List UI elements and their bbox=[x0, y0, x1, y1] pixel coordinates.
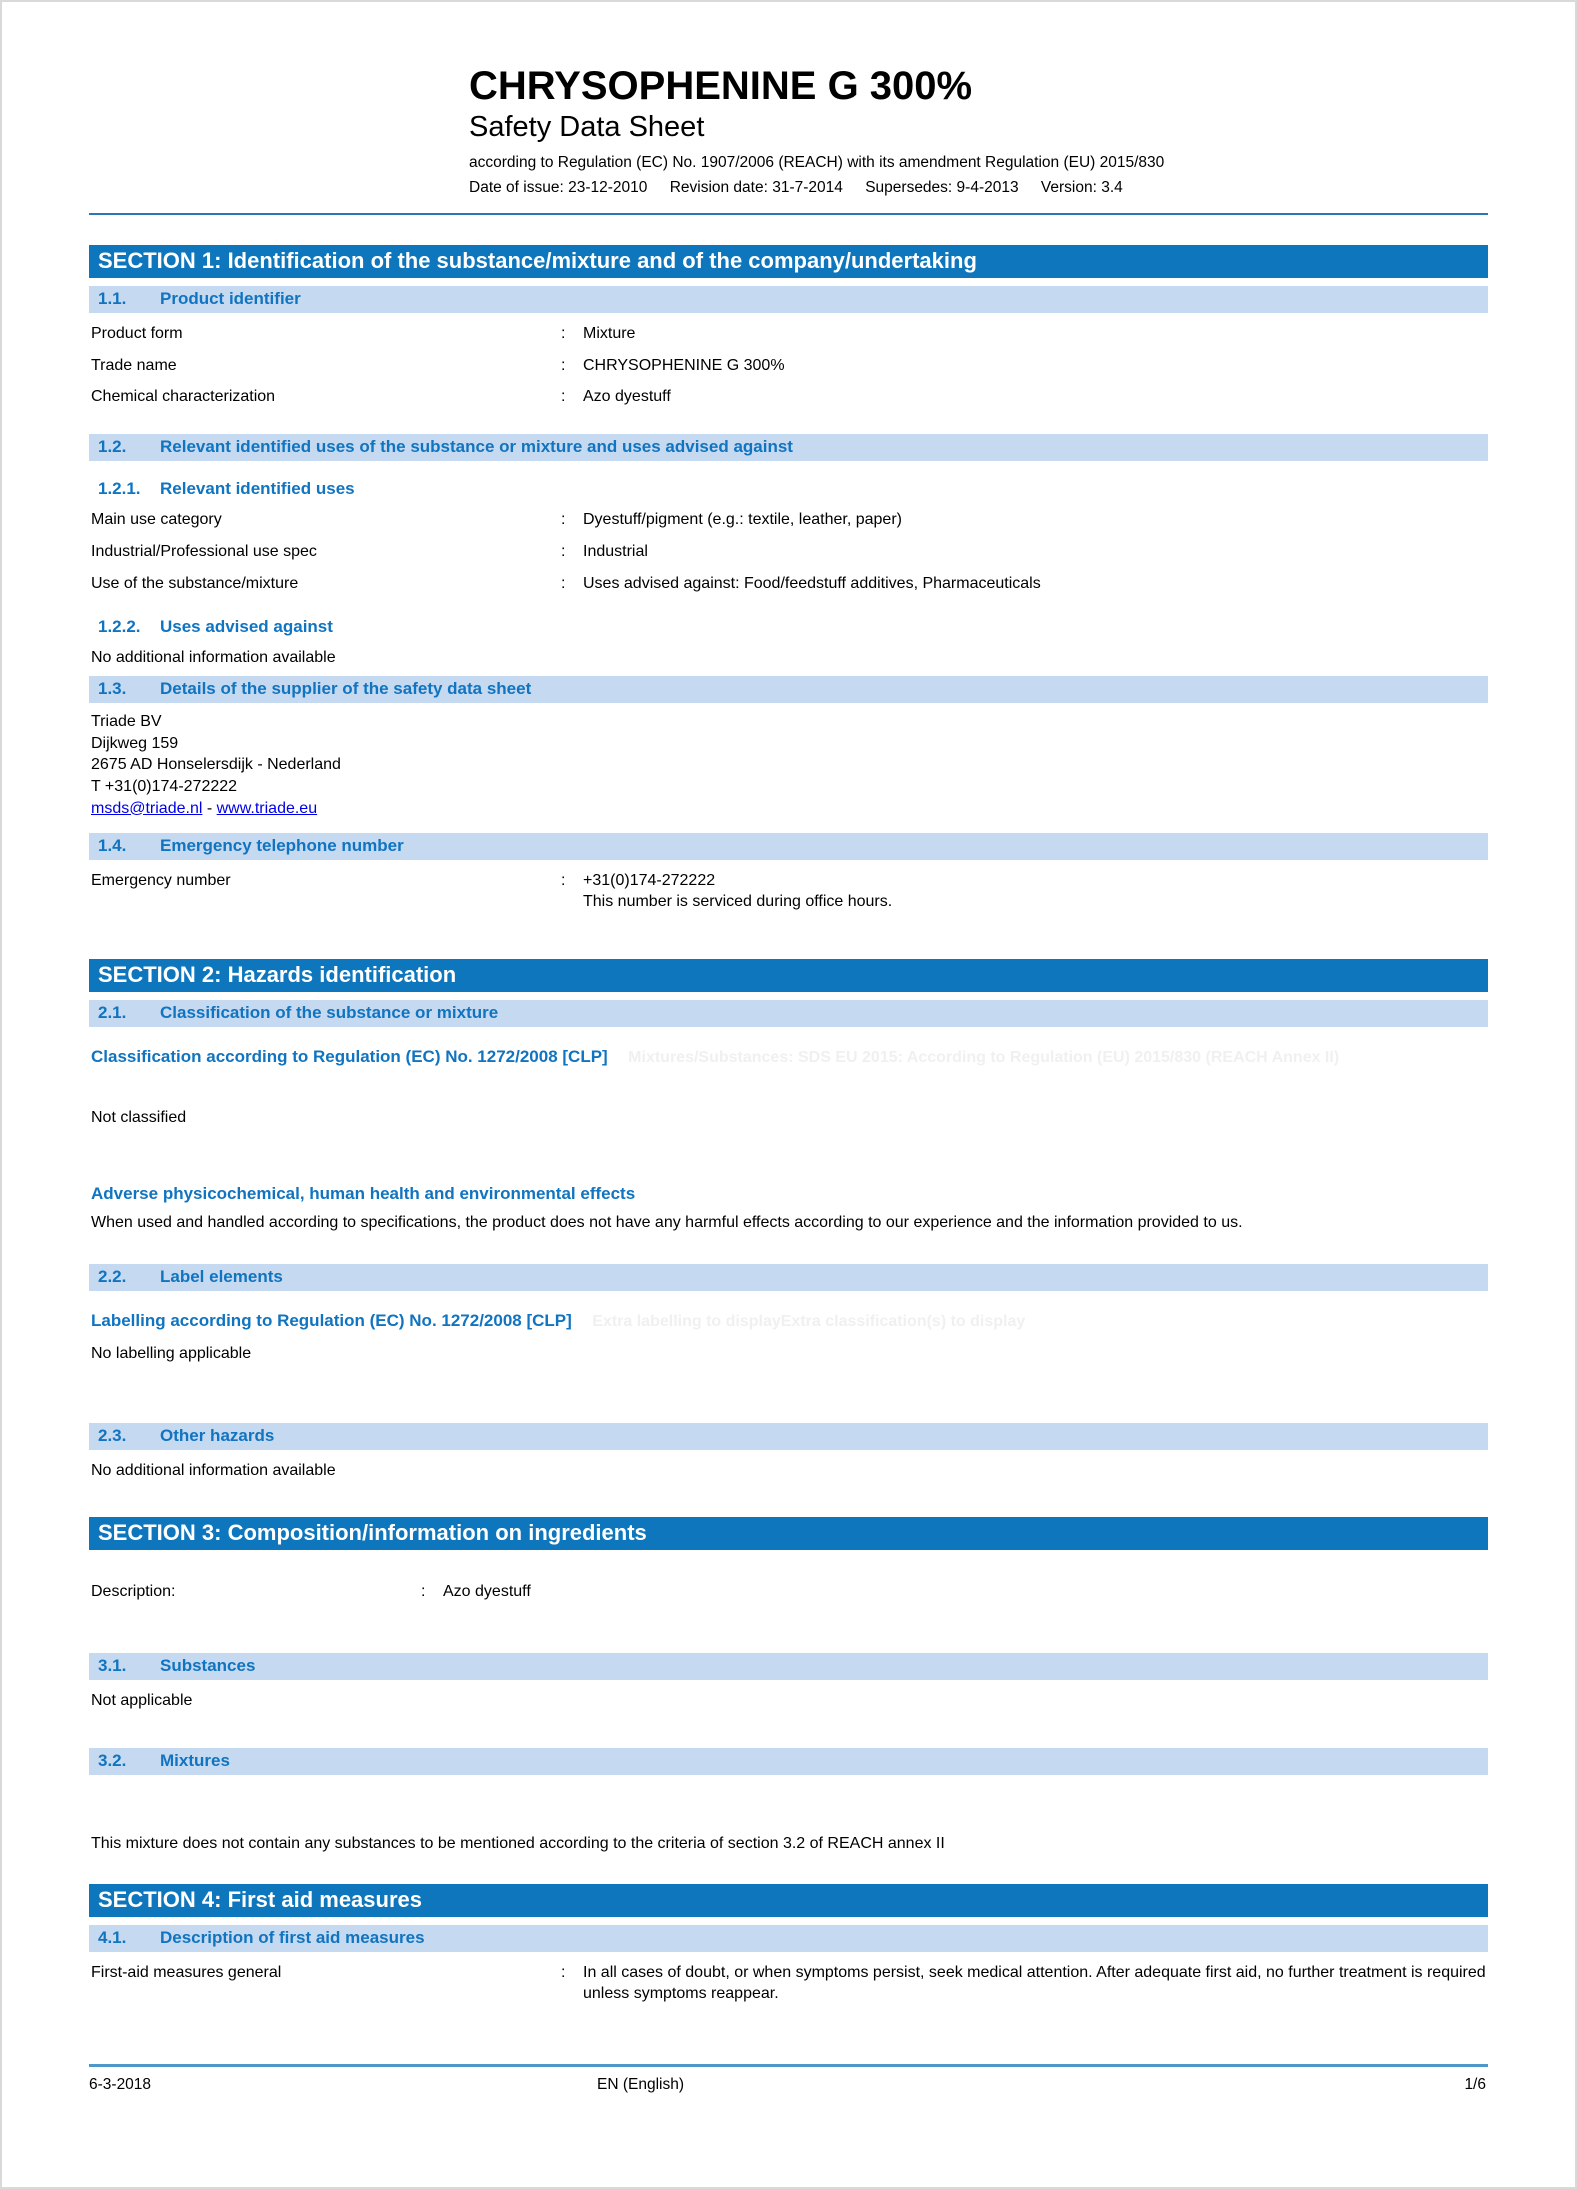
supplier-website-link[interactable]: www.triade.eu bbox=[216, 799, 318, 817]
subsection-number: 1.2.1. bbox=[98, 479, 141, 499]
subsection-title: Emergency telephone number bbox=[160, 836, 404, 856]
subsection-number: 3.2. bbox=[98, 1750, 127, 1770]
field-colon: : bbox=[561, 872, 566, 890]
subsection-number: 1.1. bbox=[98, 288, 127, 308]
subsection-number: 2.3. bbox=[98, 1425, 127, 1445]
section-2-banner: SECTION 2: Hazards identification bbox=[89, 959, 1488, 992]
subsection-1-4-banner bbox=[89, 833, 1488, 860]
subsection-title: Substances bbox=[160, 1655, 256, 1675]
field-row-trade-name bbox=[89, 356, 1488, 377]
subsection-title: Relevant identified uses bbox=[160, 479, 355, 499]
field-value: Industrial bbox=[583, 542, 648, 560]
adverse-effects-heading: Adverse physicochemical, human health and environmental effects bbox=[91, 1184, 636, 1204]
field-value: Uses advised against: Food/feedstuff additives, Pharmaceuticals bbox=[583, 574, 1041, 592]
classification-heading: Classification according to Regulation (EC) No. 1272/2008 [CLP] bbox=[91, 1046, 608, 1066]
subsection-1-2-banner bbox=[89, 434, 1488, 461]
field-label: Product form bbox=[91, 324, 183, 342]
subsection-2-1-banner bbox=[89, 1000, 1488, 1027]
subsection-number: 1.3. bbox=[98, 679, 127, 699]
supersedes: Supersedes: 9-4-2013 bbox=[865, 178, 1019, 196]
no-additional-info-note: No additional information available bbox=[91, 1461, 336, 1479]
field-row-description bbox=[89, 1582, 1488, 1603]
footer-language: EN (English) bbox=[597, 2076, 684, 2093]
field-value: Azo dyestuff bbox=[583, 388, 671, 406]
not-applicable-text: Not applicable bbox=[91, 1691, 193, 1709]
field-label: Emergency number bbox=[91, 872, 231, 890]
subsection-1-1-banner bbox=[89, 286, 1488, 313]
field-value: Dyestuff/pigment (e.g.: textile, leather, paper) bbox=[583, 511, 902, 529]
subsection-title: Details of the supplier of the safety data sheet bbox=[160, 679, 532, 699]
subsection-title: Label elements bbox=[160, 1266, 283, 1286]
field-label: Trade name bbox=[91, 356, 177, 374]
field-row-first-aid-general bbox=[89, 1963, 1488, 2005]
field-label: Chemical characterization bbox=[91, 388, 276, 406]
subsection-title: Classification of the substance or mixture bbox=[160, 1002, 499, 1022]
classification-heading-row bbox=[89, 1047, 1488, 1067]
subsection-number: 1.2.2. bbox=[98, 616, 141, 636]
emergency-number-note: This number is serviced during office hours. bbox=[583, 892, 893, 910]
subsection-title: Other hazards bbox=[160, 1425, 275, 1445]
field-colon: : bbox=[561, 356, 566, 374]
field-colon: : bbox=[561, 574, 566, 592]
section-1-banner: SECTION 1: Identification of the substance/mixture and of the company/undertaking bbox=[89, 245, 1488, 278]
field-value bbox=[583, 871, 1488, 913]
field-colon: : bbox=[561, 542, 566, 560]
field-label: Industrial/Professional use spec bbox=[91, 542, 317, 560]
document-meta-line bbox=[469, 179, 1488, 197]
subsection-number: 2.1. bbox=[98, 1002, 127, 1022]
labelling-heading-row bbox=[89, 1311, 1488, 1331]
supplier-details bbox=[89, 711, 1488, 819]
field-label: Use of the substance/mixture bbox=[91, 574, 299, 592]
emergency-number-value: +31(0)174-272222 bbox=[583, 872, 716, 890]
section-3-banner: SECTION 3: Composition/information on ingredients bbox=[89, 1517, 1488, 1550]
subsection-number: 1.4. bbox=[98, 836, 127, 856]
field-colon: : bbox=[561, 388, 566, 406]
section-4-banner: SECTION 4: First aid measures bbox=[89, 1884, 1488, 1917]
field-colon: : bbox=[561, 1964, 566, 1982]
page-content bbox=[89, 64, 1488, 2005]
footer-date: 6-3-2018 bbox=[89, 2076, 152, 2093]
no-additional-info-note: No additional information available bbox=[91, 648, 336, 666]
subsection-title: Uses advised against bbox=[160, 616, 333, 636]
supplier-street: Dijkweg 159 bbox=[91, 734, 179, 752]
subsection-title: Description of first aid measures bbox=[160, 1928, 425, 1948]
supplier-phone: T +31(0)174-272222 bbox=[91, 777, 238, 795]
field-row-industrial-use-spec bbox=[89, 542, 1488, 563]
field-value: In all cases of doubt, or when symptoms persist, seek medical attention. After adequate first aid, no further treatment is required unless symptoms reappear. bbox=[583, 1964, 1486, 2002]
labelling-faint-text: Extra labelling to displayExtra classification(s) to display bbox=[592, 1312, 1026, 1330]
adverse-effects-text: When used and handled according to specifications, the product does not have any harmful effects according to our experience and the information provided to us. bbox=[91, 1214, 1243, 1232]
subsection-number: 1.2. bbox=[98, 437, 127, 457]
supplier-links bbox=[91, 798, 1488, 820]
field-colon: : bbox=[561, 324, 566, 342]
field-row-main-use-category bbox=[89, 510, 1488, 531]
field-value: Azo dyestuff bbox=[443, 1583, 531, 1601]
field-row-product-form bbox=[89, 324, 1488, 345]
mixtures-note: This mixture does not contain any substances to be mentioned according to the criteria of section 3.2 of REACH annex II bbox=[91, 1834, 945, 1852]
field-colon: : bbox=[561, 511, 566, 529]
supplier-city: 2675 AD Honselersdijk - Nederland bbox=[91, 756, 341, 774]
field-row-emergency-number bbox=[89, 871, 1488, 913]
supplier-name: Triade BV bbox=[91, 713, 162, 731]
field-colon: : bbox=[421, 1583, 426, 1601]
footer-divider bbox=[89, 2064, 1488, 2067]
revision-date: Revision date: 31-7-2014 bbox=[669, 178, 843, 196]
subsection-3-1-banner bbox=[89, 1653, 1488, 1680]
regulation-line: according to Regulation (EC) No. 1907/2006 (REACH) with its amendment Regulation (EU) 2015/830 bbox=[469, 153, 1165, 171]
field-label: Description: bbox=[91, 1583, 176, 1601]
no-labelling-text: No labelling applicable bbox=[91, 1344, 252, 1362]
product-title: CHRYSOPHENINE G 300% bbox=[469, 64, 973, 108]
field-label: First-aid measures general bbox=[91, 1964, 282, 1982]
subsection-number: 4.1. bbox=[98, 1928, 127, 1948]
subsection-1-2-1-heading bbox=[89, 479, 1488, 499]
field-row-use-of-substance bbox=[89, 574, 1488, 595]
subsection-2-2-banner bbox=[89, 1264, 1488, 1291]
subsection-number: 2.2. bbox=[98, 1266, 127, 1286]
supplier-email-link[interactable]: msds@triade.nl bbox=[91, 799, 203, 817]
document-subtitle: Safety Data Sheet bbox=[469, 111, 705, 143]
subsection-1-2-2-heading bbox=[89, 617, 1488, 637]
classification-faint-text: Mixtures/Substances: SDS EU 2015: According to Regulation (EU) 2015/830 (REACH Annex II) bbox=[628, 1048, 1340, 1066]
labelling-heading: Labelling according to Regulation (EC) No. 1272/2008 [CLP] bbox=[91, 1310, 572, 1330]
field-value: Mixture bbox=[583, 324, 636, 342]
header-divider bbox=[89, 213, 1488, 215]
subsection-4-1-banner bbox=[89, 1925, 1488, 1952]
subsection-title: Mixtures bbox=[160, 1750, 230, 1770]
subsection-title: Product identifier bbox=[160, 288, 301, 308]
field-label: Main use category bbox=[91, 511, 222, 529]
date-of-issue: Date of issue: 23-12-2010 bbox=[469, 178, 648, 196]
version: Version: 3.4 bbox=[1040, 178, 1123, 196]
link-separator: - bbox=[202, 799, 217, 817]
field-value: CHRYSOPHENINE G 300% bbox=[583, 356, 785, 374]
subsection-2-3-banner bbox=[89, 1423, 1488, 1450]
document-header bbox=[469, 64, 1488, 197]
not-classified-text: Not classified bbox=[91, 1108, 187, 1126]
subsection-number: 3.1. bbox=[98, 1655, 127, 1675]
subsection-title: Relevant identified uses of the substance or mixture and uses advised against bbox=[160, 437, 793, 457]
subsection-1-3-banner bbox=[89, 676, 1488, 703]
page-footer bbox=[89, 2076, 1488, 2094]
field-row-chemical-characterization bbox=[89, 387, 1488, 408]
subsection-3-2-banner bbox=[89, 1748, 1488, 1775]
footer-page-number: 1/6 bbox=[1464, 2076, 1486, 2093]
